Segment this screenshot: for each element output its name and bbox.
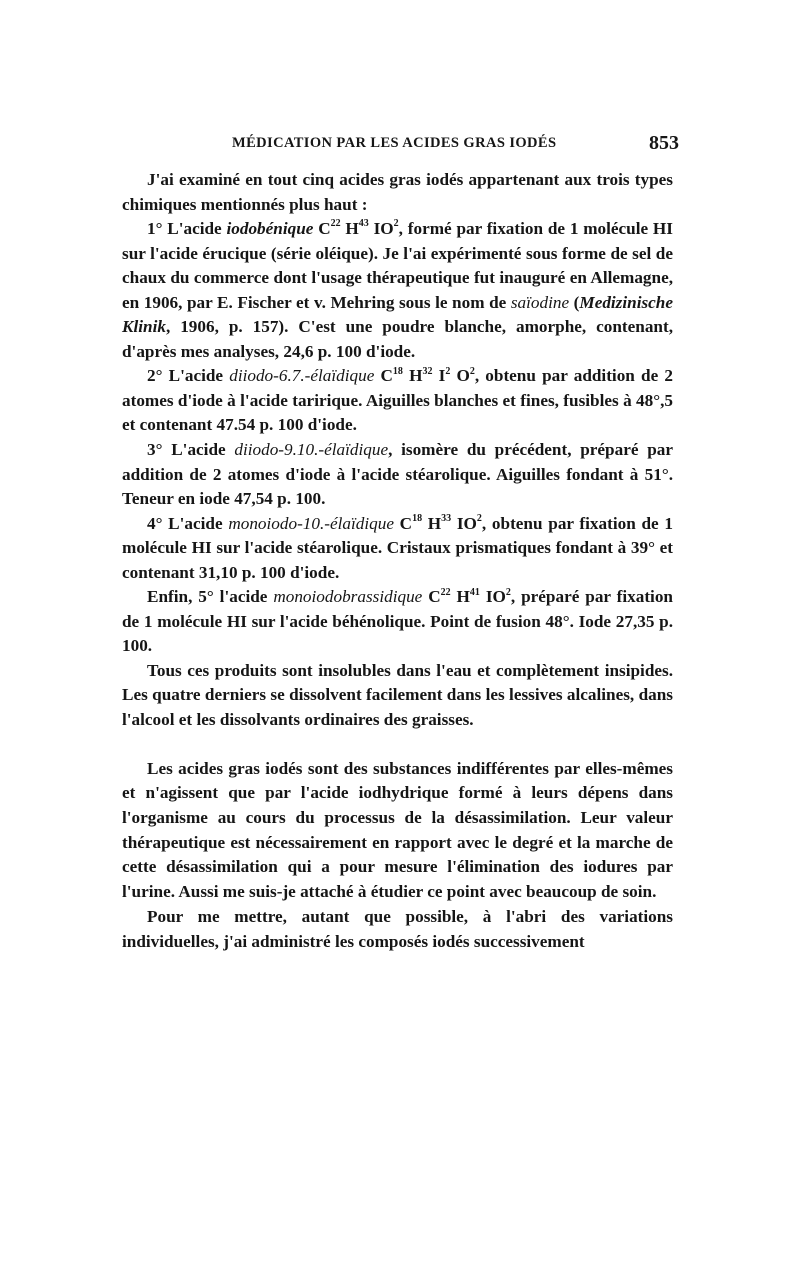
paragraph-diiodo-6-7: 2° L'acide diiodo-6.7.-élaïdique $C^{18}$ $H^{32}$ $I^2$ $O^2$, obtenu par addition de 2 atomes d'iode à l'acide taririque. Aiguilles blanches et fines, fusibles à 48°,5 et contenant 47.54 p. 100 d'iode. [122,365,673,435]
paragraph-monoiodobrassidique: Enfin, 5° l'acide monoiodobrassidique $C^{22}$ $H^{41}$ $IO^2$, préparé par fixation de 1 molécule HI sur l'acide béhénolique. Point de fusion 48°. Iode 27,35 p. 100. [122,586,673,656]
paragraph-solubility: Tous ces produits sont insolubles dans l'eau et complètement insipides. Les quatre derniers se dissolvent facilement dans les lessives alcalines, dans l'alcool et les dissolvants ordinaires des graisses. [122,660,673,730]
trade-name: saïodine [510,292,570,312]
paragraph-diiodo-9-10: 3° L'acide diiodo-9.10.-élaïdique, isomère du précédent, préparé par addition de 2 atomes d'iode à l'acide stéarolique. Aiguilles fondant à 51°. Teneur en iode 47,54 p. 100. [122,440,673,509]
body-text [122,168,673,954]
page-number: 853 [649,132,679,154]
compound-name: iodobénique [226,219,314,239]
paragraph-intro: J'ai examiné en tout cinq acides gras iodés appartenant aux trois types chimiques mentionnés plus haut : [122,170,673,214]
compound-name: monoiodo-10.-élaïdique [228,513,394,533]
paragraph-method: Pour me mettre, autant que possible, à l'abri des variations individuelles, j'ai administré les composés iodés successivement [122,906,673,951]
compound-name: diiodo-6.7.-élaïdique [229,366,375,386]
page-header [122,132,679,156]
compound-name: monoiodobrassidique [273,587,423,607]
compound-name: diiodo-9.10.-élaïdique [234,440,389,460]
running-title: MÉDICATION PAR LES ACIDES GRAS IODÉS [232,135,557,151]
paragraph-monoiodo-elaidique: 4° L'acide monoiodo-10.-élaïdique $C^{18}$ $H^{33}$ $IO^2$, obtenu par fixation de 1 molécule HI sur l'acide stéarolique. Cristaux prismatiques fondant à 39° et contenant 31,10 p. 100 d'iode. [122,512,673,582]
journal-name: Medizinische Klinik [122,292,673,337]
paragraph-iodobenique: 1° L'acide iodobénique $C^{22}$ $H^{43}$ $IO^2$, formé par fixation de 1 molécule HI sur l'acide érucique (série oléique). Je l'ai expérimenté sous forme de sel de chaux du commerce dont l'usage thérapeutique fut inauguré en Allemagne, en 1906, par E. Fischer et v. Mehring sous le nom de saïodine (Medizinische Klinik, 1906, p. 157). C'est une poudre blanche, amorphe, contenant, d'après mes analyses, 24,6 p. 100 d'iode. [122,218,673,361]
paragraph-therapeutic-value: Les acides gras iodés sont des substances indifférentes par elles-mêmes et n'agissent que par l'acide iodhydrique formé à leurs dépens dans l'organisme au cours du processus de la désassimilation. Leur valeur thérapeutique est nécessairement en rapport avec le degré et la marche de cette désassimilation qui a pour mesure l'élimination des iodures par l'urine. Aussi me suis-je attaché à étudier ce point avec beaucoup de soin. [122,758,673,902]
